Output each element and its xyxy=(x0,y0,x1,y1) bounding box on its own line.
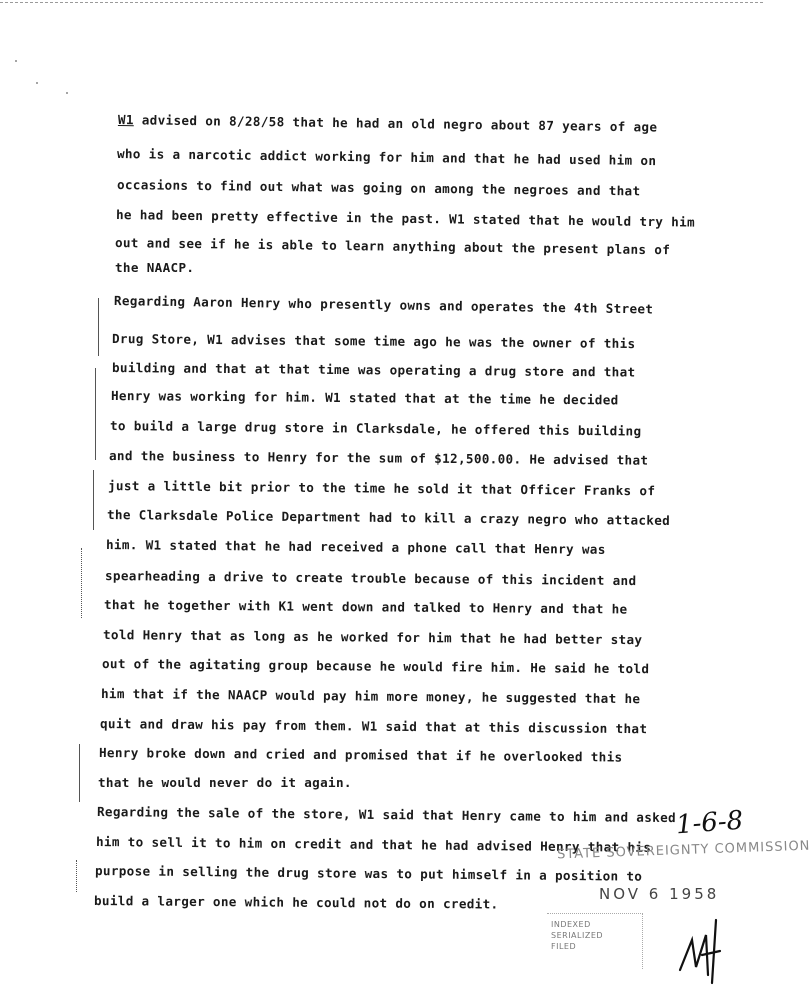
margin-mark xyxy=(93,470,94,530)
margin-mark xyxy=(79,744,80,802)
scan-speck xyxy=(66,92,68,94)
text-line: that he together with K1 went down and talked to Henry and that he xyxy=(103,597,628,617)
text-line: who is a narcotic addict working for him and that he had used him on xyxy=(116,146,657,169)
stamp-label-serialized: SERIALIZED xyxy=(551,931,604,940)
stamp-index-box xyxy=(547,913,643,969)
text-line: out of the agitating group because he would fire him. He said he told xyxy=(101,656,650,677)
text-line: building and that at that time was operating a drug store and that xyxy=(111,360,636,380)
margin-mark xyxy=(98,298,99,356)
text-line: purpose in selling the drug store was to put himself in a position to xyxy=(94,863,643,884)
text-line: Regarding Aaron Henry who presently owns and operates the 4th Street xyxy=(113,293,654,317)
text-line: and the business to Henry for the sum of $12,500.00. He advised that xyxy=(108,448,649,468)
stamp-agency: STATE SOVEREIGNTY COMMISSION xyxy=(556,838,811,863)
text-line: that he would never do it again. xyxy=(98,775,352,790)
text-line: told Henry that as long as he worked for him that he had better stay xyxy=(102,627,643,648)
text-line: out and see if he is able to learn anything about the present plans of xyxy=(114,235,671,258)
text-line: spearheading a drive to create trouble because of this incident and xyxy=(104,568,637,589)
text-line: quit and draw his pay from them. W1 said that at this discussion that xyxy=(99,716,648,737)
scan-speck xyxy=(15,60,17,62)
text-line: occasions to find out what was going on among the negroes and that xyxy=(116,177,641,199)
stamp-label-filed: FILED xyxy=(551,942,577,951)
text-line: him that if the NAACP would pay him more money, he suggested that he xyxy=(100,686,641,707)
text-line: just a little bit prior to the time he sold it that Officer Franks of xyxy=(107,478,656,499)
handwritten-file-number: 1-6-8 xyxy=(675,805,745,841)
margin-mark xyxy=(95,368,96,460)
redacted-initial: W1 xyxy=(117,112,134,128)
stamp-date: NOV 6 1958 xyxy=(599,885,720,903)
margin-mark xyxy=(76,860,77,892)
text-line xyxy=(118,112,658,135)
handwritten-initials xyxy=(672,915,732,985)
margin-mark xyxy=(81,548,82,618)
text-line: Henry was working for him. W1 stated that at the time he decided xyxy=(110,388,619,408)
stamp-label-indexed: INDEXED xyxy=(551,920,591,929)
text-line: build a larger one which he could not do on credit. xyxy=(93,893,499,912)
page-top-edge xyxy=(0,2,763,3)
scan-speck xyxy=(36,82,38,84)
text-line: Regarding the sale of the store, W1 said that Henry came to him and asked xyxy=(96,804,677,826)
text-line: Henry broke down and cried and promised that if he overlooked this xyxy=(98,745,623,765)
text-line: him. W1 stated that he had received a phone call that Henry was xyxy=(105,537,606,557)
text-line: the NAACP. xyxy=(115,260,195,275)
text-line: him to sell it to him on credit and that he had advised Henry that his xyxy=(95,834,652,855)
text-line: Drug Store, W1 advises that some time ago he was the owner of this xyxy=(111,331,636,352)
text-line: to build a large drug store in Clarksdale, he offered this building xyxy=(109,418,642,439)
text-line: he had been pretty effective in the past. W1 stated that he would try him xyxy=(115,207,696,230)
text-line: the Clarksdale Police Department had to kill a crazy negro who attacked xyxy=(106,507,671,528)
text-line-rest: advised on 8/28/58 that he had an old negro about 87 years of age xyxy=(133,112,658,135)
